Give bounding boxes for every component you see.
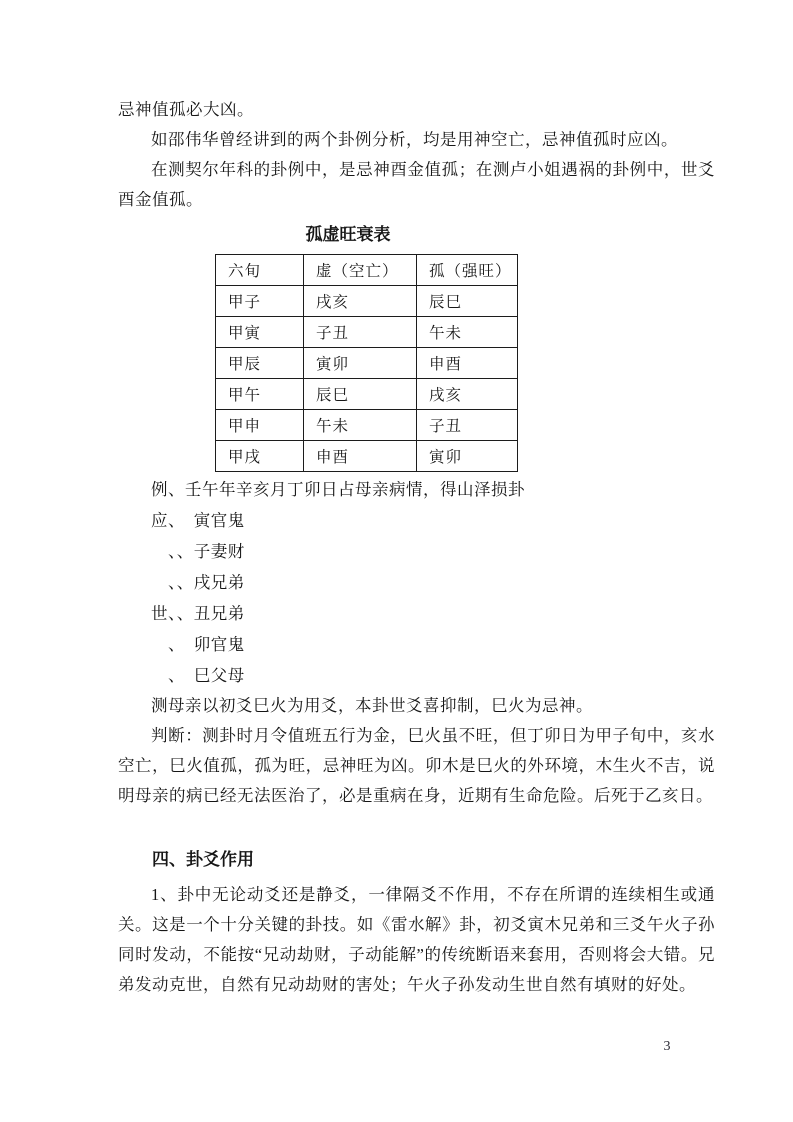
hexagram-line: 应、 寅官鬼 [151, 511, 245, 530]
table-cell: 午未 [417, 317, 518, 348]
table-header-cell: 虚（空亡） [304, 255, 417, 286]
table-title: 孤虚旺衰表 [305, 225, 391, 244]
example-intro: 例、壬午年辛亥月丁卯日占母亲病情，得山泽损卦 [151, 480, 525, 499]
table-cell: 戌亥 [417, 379, 518, 410]
hexagram-line: 、 巳父母 [151, 666, 245, 685]
table-header-cell: 六旬 [216, 255, 304, 286]
table-cell: 午未 [304, 410, 417, 441]
table-row [216, 379, 518, 410]
table-row [216, 286, 518, 317]
table-cell: 甲寅 [216, 317, 304, 348]
table-cell: 甲戌 [216, 441, 304, 472]
table-row [216, 410, 518, 441]
table-cell: 寅卯 [417, 441, 518, 472]
table-cell: 戌亥 [304, 286, 417, 317]
table-cell: 辰巳 [417, 286, 518, 317]
section-heading: 四、卦爻作用 [152, 850, 254, 869]
judgment-paragraph: 判断：测卦时月令值班五行为金，巳火虽不旺，但丁卯日为甲子旬中，亥水空亡，巳火值孤，孤为旺，忌神旺为凶。卯木是巳火的外环境，木生火不吉，说明母亲的病已经无法医治了，必是重病在身，近期有生命危险。后死于乙亥日。 [118, 726, 715, 805]
page-number: 3 [663, 1039, 671, 1054]
table-cell: 申酉 [304, 441, 417, 472]
table-cell: 甲申 [216, 410, 304, 441]
hexagram-line: 、、子妻财 [151, 542, 245, 561]
table-row [216, 317, 518, 348]
paragraph-shaoweihua: 如邵伟华曾经讲到的两个卦例分析，均是用神空亡，忌神值孤时应凶。 [151, 130, 678, 149]
table-cell: 申酉 [417, 348, 518, 379]
example-note: 测母亲以初爻巳火为用爻，本卦世爻喜抑制，巳火为忌神。 [151, 696, 593, 715]
paragraph-examples: 在测契尔年科的卦例中，是忌神酉金值孤；在测卢小姐遇祸的卦例中，世爻酉金值孤。 [118, 160, 715, 209]
guxu-wangshuai-table [215, 254, 518, 472]
table-header-cell: 孤（强旺） [417, 255, 518, 286]
table-cell: 甲辰 [216, 348, 304, 379]
table-cell: 子丑 [304, 317, 417, 348]
hexagram-line: 、、戌兄弟 [151, 573, 245, 592]
table-cell: 甲子 [216, 286, 304, 317]
table-cell: 辰巳 [304, 379, 417, 410]
table-row [216, 441, 518, 472]
table-cell: 甲午 [216, 379, 304, 410]
paragraph-conclusion: 忌神值孤必大凶。 [118, 100, 254, 119]
table-header-row [216, 255, 518, 286]
table-cell: 子丑 [417, 410, 518, 441]
hexagram-diagram [118, 505, 715, 691]
table-row [216, 348, 518, 379]
table-cell: 寅卯 [304, 348, 417, 379]
hexagram-line: 、 卯官鬼 [151, 635, 245, 654]
page-content [118, 95, 715, 1000]
hexagram-line: 世、、丑兄弟 [151, 604, 245, 623]
section-body-paragraph: 1、卦中无论动爻还是静爻，一律隔爻不作用，不存在所谓的连续相生或通关。这是一个十分关键的卦技。如《雷水解》卦，初爻寅木兄弟和三爻午火子孙同时发动，不能按“兄动劫财，子动能解”的传统断语来套用，否则将会大错。兄弟发动克世，自然有兄动劫财的害处；午火子孙发动生世自然有填财的好处。 [118, 885, 715, 994]
